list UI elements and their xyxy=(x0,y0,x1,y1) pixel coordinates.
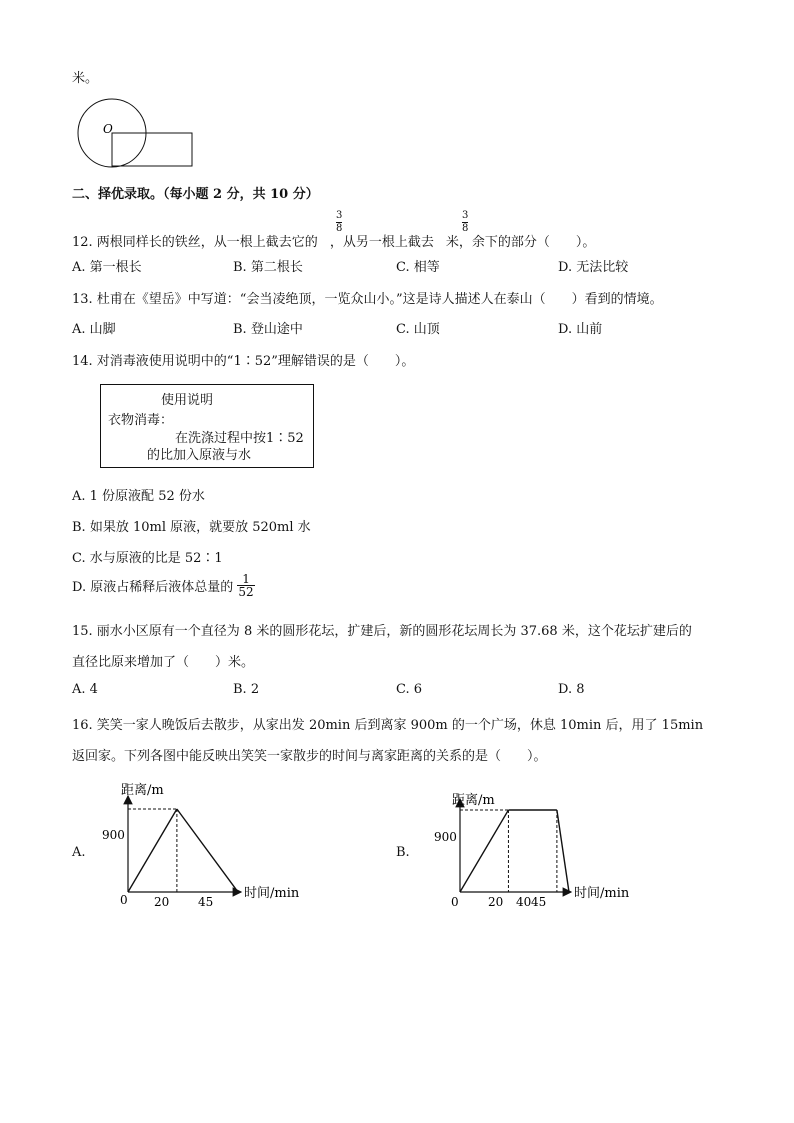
instruction-title: 使用说明 xyxy=(161,393,214,408)
graph-a-origin-label: 0 xyxy=(120,893,128,907)
question-16-stem-line-1: 16. 笑笑一家人晚饭后去散步，从家出发 20min 后到离家 900m 的一个广场，休息 10min 后，用了 15min xyxy=(72,718,704,733)
q12-fraction-1: 3 8 xyxy=(336,210,343,234)
instruction-line-3: 的比加入原液与水 xyxy=(147,448,252,463)
circle-rectangle-figure xyxy=(70,96,200,171)
q14-option-b[interactable]: B. 如果放 10ml 原液，就要放 520ml 水 xyxy=(72,520,311,535)
instruction-box xyxy=(100,384,314,468)
question-12-stem xyxy=(72,231,595,250)
question-15-stem-line-2: 直径比原来增加了（ ）米。 xyxy=(72,655,255,670)
q15-option-a[interactable]: A. 4 xyxy=(72,682,98,697)
graph-b-option-label[interactable]: B. xyxy=(396,845,410,860)
graph-b-segment-0 xyxy=(460,810,508,892)
instruction-line-1: 衣物消毒： xyxy=(108,413,174,428)
graph-a-y-label: 距离/m xyxy=(121,783,164,798)
q12-option-a[interactable]: A. 第一根长 xyxy=(72,260,142,275)
circle-center-label: O xyxy=(103,122,113,136)
q12-stem-part-b: ，从另一根上截去 xyxy=(329,235,434,250)
q12-stem-part-c: 米，余下的部分（ ）。 xyxy=(445,235,596,250)
q15-option-c[interactable]: C. 6 xyxy=(396,682,423,697)
q12-stem-part-a: 12. 两根同样长的铁丝，从一根上截去它的 xyxy=(72,235,318,250)
q15-option-b[interactable]: B. 2 xyxy=(233,682,260,697)
q13-option-d[interactable]: D. 山前 xyxy=(558,322,603,337)
q14-option-d-fraction: $\frac{1}{52}$ xyxy=(238,572,254,599)
graph-b-x-label: 时间/min xyxy=(574,886,630,901)
graph-a-x-tick-45: 45 xyxy=(198,895,214,909)
q15-option-d[interactable]: D. 8 xyxy=(558,682,585,697)
q14-option-d-text: D. 原液占稀释后液体总量的 xyxy=(72,580,234,595)
graph-b-y-label: 距离/m xyxy=(452,793,495,808)
graph-b xyxy=(425,783,655,913)
graph-a-y-tick-900: 900 xyxy=(102,828,125,842)
instruction-line-2: 在洗涤过程中按1∶52 xyxy=(175,431,304,446)
q13-option-c[interactable]: C. 山顶 xyxy=(396,322,440,337)
graph-a-option-label[interactable]: A. xyxy=(72,845,86,860)
graph-b-x-tick-20: 20 xyxy=(488,895,504,909)
graph-a-segment-0 xyxy=(128,809,177,892)
graph-b-segment-2 xyxy=(557,810,569,892)
q12-option-d[interactable]: D. 无法比较 xyxy=(558,260,629,275)
question-13-stem: 13. 杜甫在《望岳》中写道：“会当凌绝顶，一览众山小。”这是诗人描述人在泰山（ ）看到的情境。 xyxy=(72,292,663,307)
graph-a-x-tick-20: 20 xyxy=(154,895,170,909)
q14-option-c[interactable]: C. 水与原液的比是 52∶1 xyxy=(72,551,223,566)
q13-option-a[interactable]: A. 山脚 xyxy=(72,322,116,337)
graph-a-segment-1 xyxy=(177,809,238,892)
q13-option-b[interactable]: B. 登山途中 xyxy=(233,322,303,337)
graph-b-x-tick-45: 45 xyxy=(531,895,547,909)
section-title: 二、择优录取。（每小题 2 分，共 10 分） xyxy=(72,187,319,202)
rectangle-shape xyxy=(112,133,192,166)
graph-a xyxy=(95,780,325,910)
question-14-stem: 14. 对消毒液使用说明中的“1∶52”理解错误的是（ ）。 xyxy=(72,354,415,369)
q14-option-d[interactable] xyxy=(72,573,255,598)
q14-option-a[interactable]: A. 1 份原液配 52 份水 xyxy=(72,489,205,504)
question-15-stem-line-1: 15. 丽水小区原有一个直径为 8 米的圆形花坛，扩建后，新的圆形花坛周长为 37.68 米，这个花坛扩建后的 xyxy=(72,624,692,639)
q12-option-b[interactable]: B. 第二根长 xyxy=(233,260,303,275)
graph-b-origin-label: 0 xyxy=(451,895,459,909)
q12-fraction-2: 3 8 xyxy=(462,210,469,234)
graph-a-x-label: 时间/min xyxy=(244,886,300,901)
graph-b-y-tick-900: 900 xyxy=(434,830,457,844)
top-text: 米。 xyxy=(72,71,99,86)
q12-option-c[interactable]: C. 相等 xyxy=(396,260,440,275)
graph-b-x-tick-40: 40 xyxy=(516,895,532,909)
question-16-stem-line-2: 返回家。下列各图中能反映出笑笑一家散步的时间与离家距离的关系的是（ ）。 xyxy=(72,749,547,764)
